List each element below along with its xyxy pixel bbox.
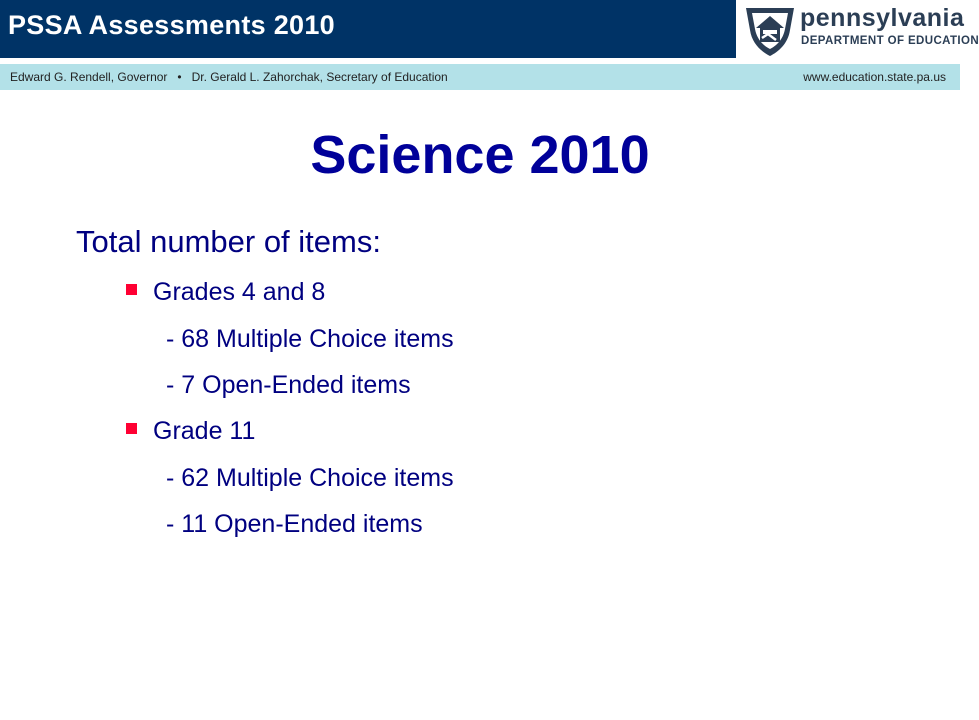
list-item: - 11 Open-Ended items	[166, 510, 423, 538]
info-credits	[10, 70, 448, 84]
list-item: - 68 Multiple Choice items	[166, 325, 454, 353]
logo-subtitle: DEPARTMENT OF EDUCATION	[801, 35, 979, 47]
pennsylvania-logo	[738, 0, 979, 62]
bullet-label: Grades 4 and 8	[153, 278, 326, 306]
header-bar	[0, 0, 736, 58]
separator-bullet: •	[177, 70, 182, 84]
list-item: - 62 Multiple Choice items	[166, 464, 454, 492]
lead-text: Total number of items:	[76, 224, 381, 259]
website-link[interactable]: www.education.state.pa.us	[803, 70, 946, 84]
secretary-credit: Dr. Gerald L. Zahorchak, Secretary of Education	[191, 70, 448, 84]
list-item: - 7 Open-Ended items	[166, 371, 411, 399]
slide-title: Science 2010	[310, 125, 650, 185]
info-bar	[0, 64, 960, 90]
bullet-marker	[126, 423, 137, 434]
bullet-label: Grade 11	[153, 417, 256, 445]
header-title: PSSA Assessments 2010	[8, 10, 335, 40]
keystone-icon	[742, 4, 798, 58]
governor-credit: Edward G. Rendell, Governor	[10, 70, 168, 84]
logo-wordmark: pennsylvania	[800, 4, 965, 32]
bullet-marker	[126, 284, 137, 295]
